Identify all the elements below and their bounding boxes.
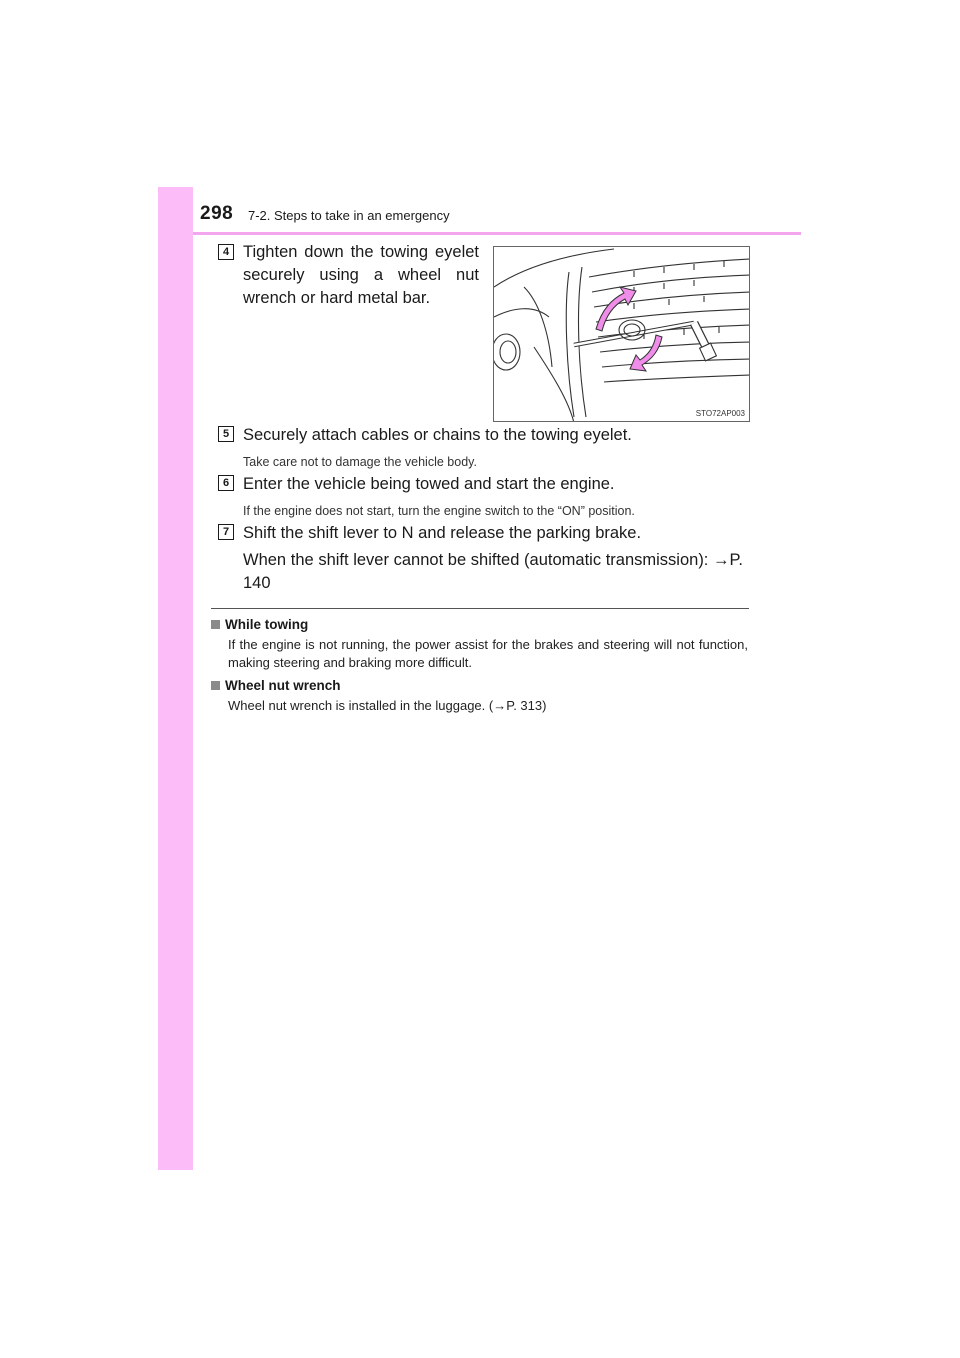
- step-text-4: Tighten down the towing eyelet securely using a wheel nut wrench or hard metal bar.: [243, 243, 479, 307]
- page-number: 298: [200, 203, 234, 224]
- step-note-5: Take care not to damage the vehicle body.: [243, 455, 477, 469]
- step-text-5: Securely attach cables or chains to the towing eyelet.: [243, 426, 632, 444]
- step-badge-6: 6: [218, 475, 234, 491]
- section-title: 7-2. Steps to take in an emergency: [248, 208, 450, 223]
- step-badge-7: 7: [218, 524, 234, 540]
- side-tab-band: [158, 187, 193, 1170]
- step-subtext-7: When the shift lever cannot be shifted (automatic transmission): →P. 140: [243, 551, 743, 592]
- step-text-6: Enter the vehicle being towed and start the engine.: [243, 475, 615, 493]
- square-bullet-icon: [211, 620, 220, 629]
- section-divider: [211, 608, 749, 609]
- info-heading-wheel-nut-wrench: [211, 678, 341, 693]
- step-badge-4: 4: [218, 244, 234, 260]
- wrench-illustration-svg: [494, 247, 750, 422]
- towing-eyelet-illustration: [493, 246, 750, 422]
- info-text-while-towing: If the engine is not running, the power assist for the brakes and steering will not function, making steering and braking more difficult.: [228, 637, 748, 670]
- step-badge-5: 5: [218, 426, 234, 442]
- header-rule: [193, 232, 801, 235]
- info-heading-label: Wheel nut wrench: [225, 678, 341, 693]
- step-note-6: If the engine does not start, turn the engine switch to the “ON” position.: [243, 504, 635, 518]
- info-text-wheel-nut-wrench: Wheel nut wrench is installed in the luggage. (→P. 313): [228, 698, 547, 713]
- square-bullet-icon: [211, 681, 220, 690]
- info-heading-label: While towing: [225, 617, 309, 632]
- figure-code: STO72AP003: [695, 409, 745, 418]
- step-text-7: Shift the shift lever to N and release the parking brake.: [243, 524, 642, 542]
- info-heading-while-towing: [211, 617, 308, 632]
